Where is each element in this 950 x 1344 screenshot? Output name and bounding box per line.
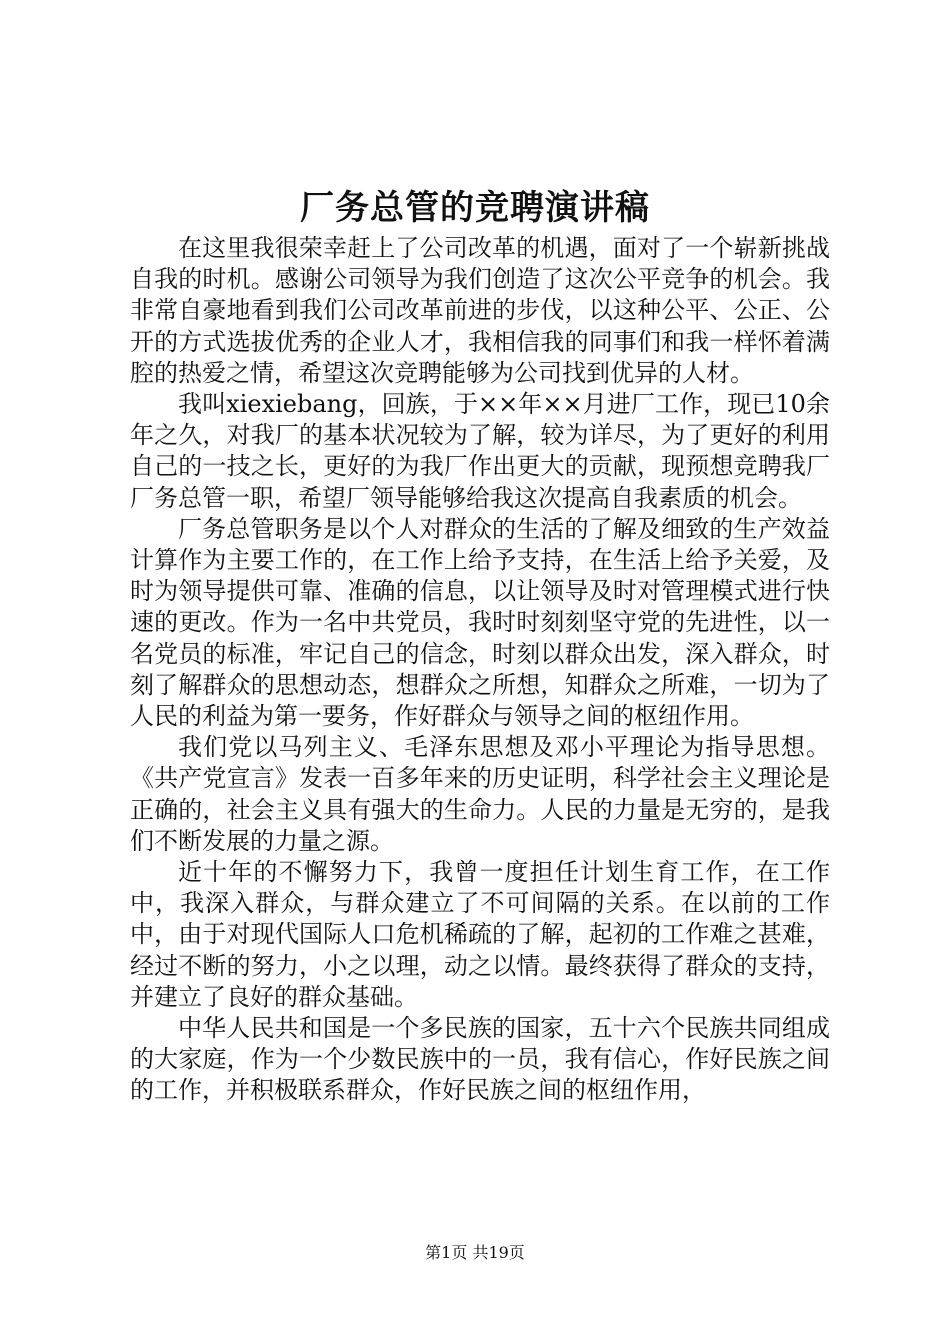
page-footer: 第1页 共19页	[425, 1243, 525, 1262]
document-body	[130, 233, 830, 1107]
paragraph-2: 我叫xiexiebang，回族，于××年××月进厂工作，现已10余年之久，对我厂的基本状况较为了解，较为详尽，为了更好的利用自己的一技之长，更好的为我厂作出更大的贡献，现预想竞聘我厂厂务总管一职，希望厂领导能够给我这次提高自我素质的机会。	[130, 390, 830, 512]
document-title: 厂务总管的竞聘演讲稿	[300, 188, 650, 228]
paragraph-6: 中华人民共和国是一个多民族的国家，五十六个民族共同组成的大家庭，作为一个少数民族中的一员，我有信心，作好民族之间的工作，并积极联系群众，作好民族之间的枢纽作用，	[130, 1014, 830, 1105]
paragraph-1: 在这里我很荣幸赶上了公司改革的机遇，面对了一个崭新挑战自我的时机。感谢公司领导为我们创造了这次公平竞争的机会。我非常自豪地看到我们公司改革前进的步伐，以这种公平、公正、公开的方式选拔优秀的企业人才，我相信我的同事们和我一样怀着满腔的热爱之情，希望这次竞聘能够为公司找到优异的人材。	[130, 234, 830, 387]
paragraph-4: 我们党以马列主义、毛泽东思想及邓小平理论为指导思想。《共产党宣言》发表一百多年来的历史证明，科学社会主义理论是正确的，社会主义具有强大的生命力。人民的力量是无穷的，是我们不断发展的力量之源。	[130, 733, 830, 855]
paragraph-5: 近十年的不懈努力下，我曾一度担任计划生育工作，在工作中，我深入群众，与群众建立了不可间隔的关系。在以前的工作中，由于对现代国际人口危机稀疏的了解，起初的工作难之甚难，经过不断的努力，小之以理，动之以情。最终获得了群众的支持，并建立了良好的群众基础。	[130, 858, 830, 1011]
paragraph-3: 厂务总管职务是以个人对群众的生活的了解及细致的生产效益计算作为主要工作的，在工作上给予支持，在生活上给予关爱，及时为领导提供可靠、准确的信息，以让领导及时对管理模式进行快速的更改。作为一名中共党员，我时时刻刻坚守党的先进性，以一名党员的标准，牢记自己的信念，时刻以群众出发，深入群众，时刻了解群众的思想动态，想群众之所想，知群众之所难，一切为了人民的利益为第一要务，作好群众与领导之间的枢纽作用。	[130, 514, 830, 731]
